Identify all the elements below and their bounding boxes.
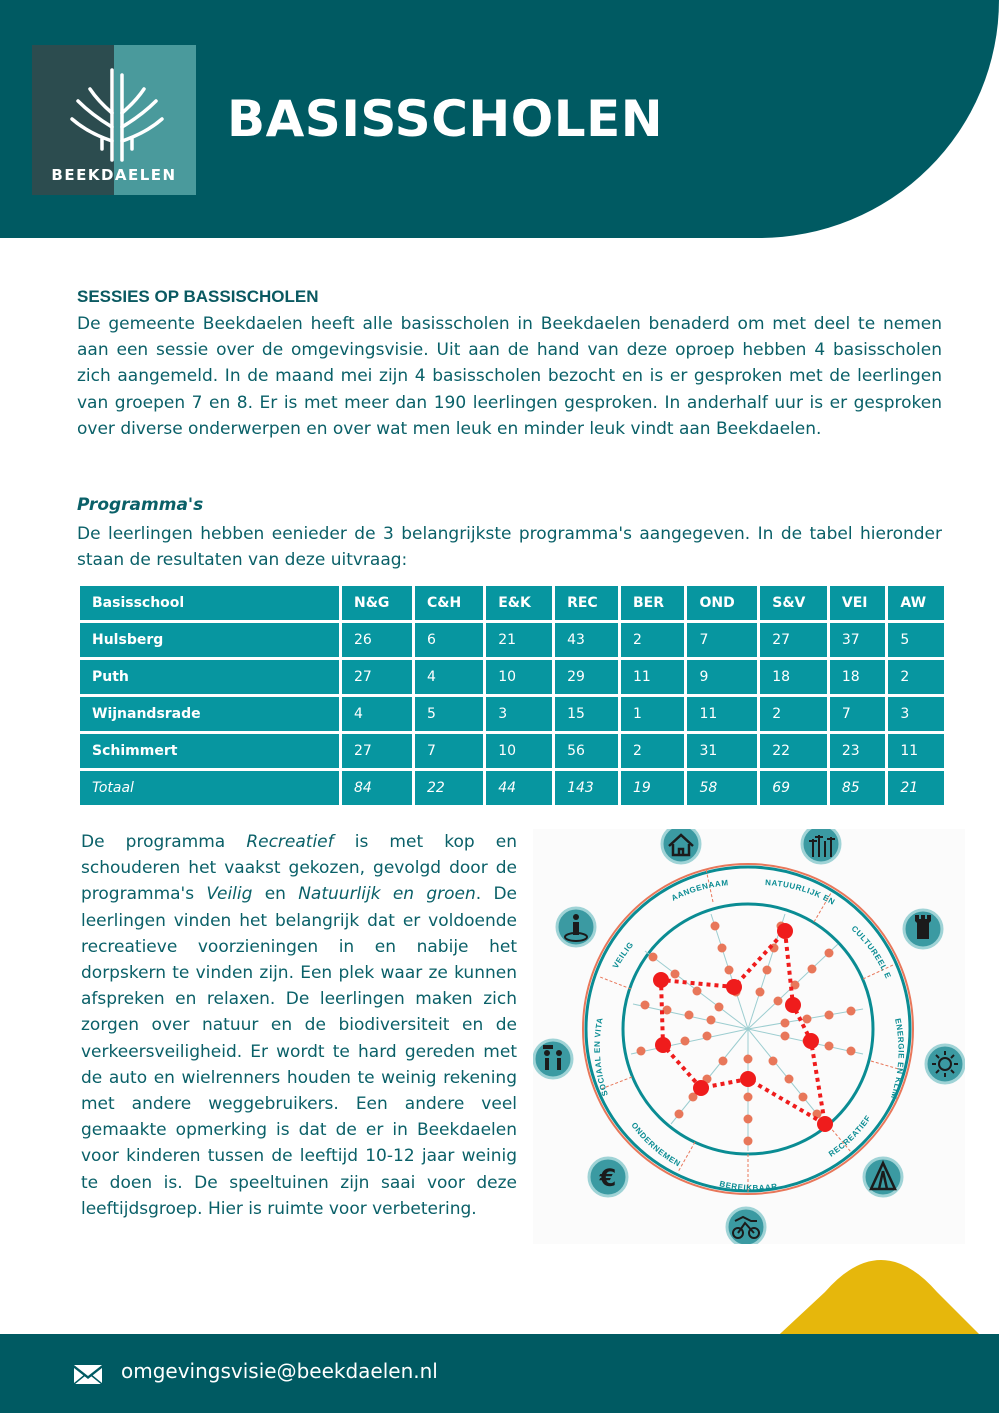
analysis-paragraph bbox=[81, 829, 517, 1222]
table-cell: 56 bbox=[555, 734, 618, 768]
total-label: Totaal bbox=[80, 771, 339, 805]
tower-icon bbox=[904, 910, 942, 948]
school-name: Wijnandsrade bbox=[80, 697, 339, 731]
table-cell: 29 bbox=[555, 660, 618, 694]
table-cell: 3 bbox=[486, 697, 552, 731]
school-name: Schimmert bbox=[80, 734, 339, 768]
table-cell: 11 bbox=[888, 734, 944, 768]
table-total-row bbox=[80, 771, 944, 805]
beekdaelen-logo[interactable] bbox=[32, 45, 196, 195]
mail-icon bbox=[74, 1365, 102, 1384]
table-cell: 11 bbox=[687, 697, 757, 731]
table-cell: 43 bbox=[555, 623, 618, 657]
label-cultureel-en-historisch: CULTUREEL E bbox=[849, 923, 893, 981]
bike-icon bbox=[727, 1208, 765, 1244]
table-cell: 7 bbox=[687, 623, 757, 657]
analysis-text: is met kop en schouderen het vaakst gekozen, gevolgd door de programma's bbox=[81, 832, 517, 905]
logo-text: BEEKDAELEN bbox=[51, 166, 177, 184]
page-title: BASISSCHOLEN bbox=[227, 90, 664, 148]
table-cell: 27 bbox=[760, 623, 827, 657]
table-cell: 2 bbox=[621, 623, 684, 657]
table-cell: 37 bbox=[830, 623, 886, 657]
table-cell: 2 bbox=[760, 697, 827, 731]
programmas-heading: Programma's bbox=[77, 495, 204, 515]
person-target-icon bbox=[557, 908, 595, 946]
house-icon bbox=[662, 829, 700, 863]
euro-icon bbox=[589, 1158, 627, 1196]
table-cell: 26 bbox=[342, 623, 412, 657]
table-cell: 11 bbox=[621, 660, 684, 694]
column-header-vei: VEI bbox=[830, 586, 886, 620]
table-cell: 10 bbox=[486, 660, 552, 694]
label-ondernemend: ONDERNEMEN bbox=[629, 1120, 683, 1169]
column-header-ng: N&G bbox=[342, 586, 412, 620]
table-cell: 18 bbox=[830, 660, 886, 694]
tent-icon bbox=[864, 1158, 902, 1196]
label-natuurlijk-en-groen: NATUURLIJK EN bbox=[764, 877, 837, 907]
label-aangenaam-wonen: AANGENAAM bbox=[669, 878, 730, 903]
table-cell: 58 bbox=[687, 771, 757, 805]
table-cell: 18 bbox=[760, 660, 827, 694]
label-recreatief: RECREATIEF bbox=[827, 1113, 873, 1159]
table-cell: 21 bbox=[888, 771, 944, 805]
column-header-rec: REC bbox=[555, 586, 618, 620]
analysis-emphasis: Natuurlijk en groen bbox=[298, 884, 476, 905]
table-cell: 5 bbox=[415, 697, 483, 731]
sun-icon bbox=[926, 1045, 964, 1083]
sector-dividers bbox=[600, 869, 902, 1194]
table-cell: 4 bbox=[415, 660, 483, 694]
table-row bbox=[80, 623, 944, 657]
column-header-ber: BER bbox=[621, 586, 684, 620]
table-cell: 2 bbox=[888, 660, 944, 694]
table-cell: 27 bbox=[342, 660, 412, 694]
table-cell: 19 bbox=[621, 771, 684, 805]
table-cell: 4 bbox=[342, 697, 412, 731]
column-header-aw: AW bbox=[888, 586, 944, 620]
school-name: Hulsberg bbox=[80, 623, 339, 657]
intro-paragraph: De gemeente Beekdaelen heeft alle basisscholen in Beekdaelen benaderd om met deel te nemen aan een sessie over de omgevingsvisie. Uit aan de hand van deze oproep hebben 4 basisscholen zich aangemeld. In de maand mei zijn 4 basisscholen bezocht en is er gesproken met de leerlingen van groepen 7 en 8. Er is met meer dan 190 leerlingen gesproken. In anderhalf uur is er gesproken over diverse onderwerpen en over wat men leuk en minder leuk vindt aan Beekdaelen. bbox=[77, 314, 942, 439]
program-wheel-diagram bbox=[533, 829, 965, 1244]
people-icon bbox=[534, 1040, 572, 1078]
table-cell: 1 bbox=[621, 697, 684, 731]
label-bereikbaar: BEREIKBAAR bbox=[718, 1179, 779, 1193]
column-header-sv: S&V bbox=[760, 586, 827, 620]
table-cell: 84 bbox=[342, 771, 412, 805]
trees-icon bbox=[802, 829, 840, 863]
table-cell: 31 bbox=[687, 734, 757, 768]
analysis-text: en bbox=[252, 884, 299, 905]
table-cell: 3 bbox=[888, 697, 944, 731]
table-cell: 143 bbox=[555, 771, 618, 805]
table-cell: 6 bbox=[415, 623, 483, 657]
table-cell: 23 bbox=[830, 734, 886, 768]
programmas-paragraph: De leerlingen hebben eenieder de 3 belangrijkste programma's aangegeven. In de tabel hieronder staan de resultaten van deze uitvraag: bbox=[77, 524, 942, 571]
table-header-row bbox=[80, 586, 944, 620]
table-cell: 15 bbox=[555, 697, 618, 731]
table-cell: 10 bbox=[486, 734, 552, 768]
school-name: Puth bbox=[80, 660, 339, 694]
header-banner bbox=[0, 0, 999, 238]
table-row bbox=[80, 734, 944, 768]
table-cell: 44 bbox=[486, 771, 552, 805]
analysis-emphasis: Recreatief bbox=[246, 832, 334, 852]
table-cell: 2 bbox=[621, 734, 684, 768]
column-header-ek: E&K bbox=[486, 586, 552, 620]
table-cell: 5 bbox=[888, 623, 944, 657]
label-veilig: VEILIG bbox=[610, 940, 636, 970]
table-cell: 27 bbox=[342, 734, 412, 768]
analysis-text: . De leerlingen vinden het belangrijk dat er voldoende recreatieve voorzieningen in en nabije het dorpskern te vinden zijn. Een plek waar ze kunnen afspreken en relaxen. De leerlingen maken zich zorgen over natuur en de biodiversiteit en de verkeersveiligheid. Er wordt te hard gereden met de auto en wielrenners houden te weinig rekening met andere weggebruikers. Een andere veel gemaakte opmerking is dat de er in Beekdaelen voor kinderen tussen de leeftijd 10-12 jaar weinig te doen is. De speeltuinen zijn saai voor deze leeftijdsgroep. Hier is ruimte voor verbetering. bbox=[81, 884, 518, 1219]
label-energie-en-klimaat: ENERGIE EN KLIM bbox=[888, 1017, 906, 1101]
analysis-text: De programma bbox=[81, 832, 247, 852]
footer-email-link[interactable]: omgevingsvisie@beekdaelen.nl bbox=[121, 1359, 438, 1383]
table-row bbox=[80, 697, 944, 731]
table-cell: 22 bbox=[415, 771, 483, 805]
section-heading: SESSIES OP BASSISCHOLEN bbox=[77, 287, 319, 306]
program-wheel-svg bbox=[533, 829, 965, 1244]
table-cell: 7 bbox=[415, 734, 483, 768]
table-cell: 7 bbox=[830, 697, 886, 731]
analysis-emphasis: Veilig bbox=[206, 884, 253, 905]
results-table bbox=[77, 583, 947, 808]
table-cell: 69 bbox=[760, 771, 827, 805]
table-cell: 85 bbox=[830, 771, 886, 805]
table-cell: 9 bbox=[687, 660, 757, 694]
label-sociaal-en-vitaal: SOCIAAL EN VITA bbox=[592, 1016, 610, 1098]
table-row bbox=[80, 660, 944, 694]
table-cell: 21 bbox=[486, 623, 552, 657]
table-cell: 22 bbox=[760, 734, 827, 768]
svg-text:€: € bbox=[599, 1164, 617, 1192]
column-header-basisschool: Basisschool bbox=[80, 586, 339, 620]
column-header-ch: C&H bbox=[415, 586, 483, 620]
column-header-ond: OND bbox=[687, 586, 757, 620]
